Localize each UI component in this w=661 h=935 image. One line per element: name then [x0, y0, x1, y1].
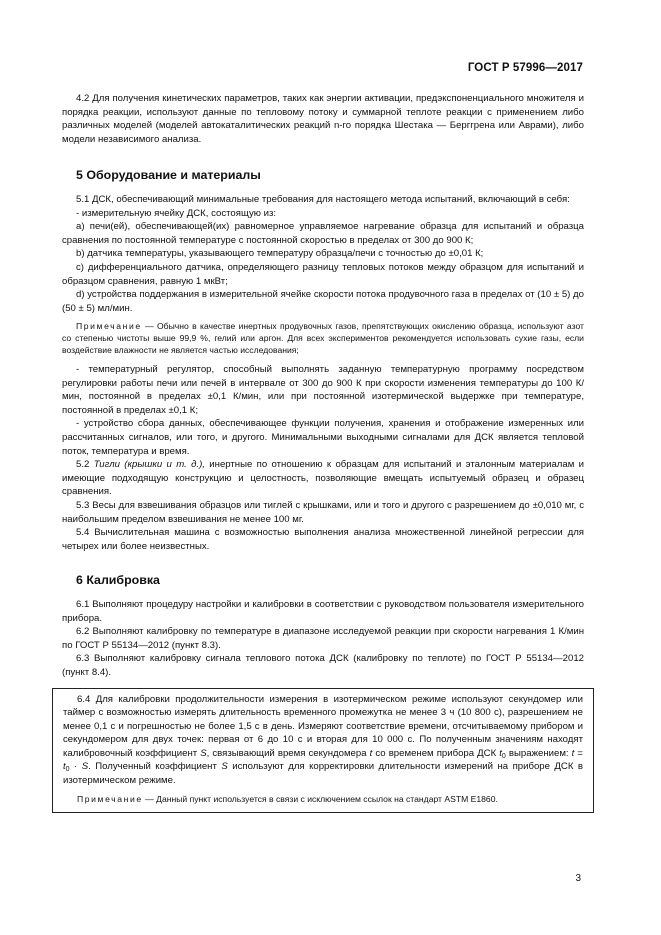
list-item-b: b) датчика температуры, указывающего температуру образца/печи с точностью до ±0,01 К; — [76, 248, 484, 260]
paragraph-text: . Полученный коэффициент — [88, 761, 217, 773]
paragraph-text: 6.4 Для калибровки продолжительности измерения в изотермическом режиме используют секундомер или таймер с возможностью измерять длительность временного промежутка не менее 3 ч (10 800 с), разрешением не менее 0,1 с и погрешностью не более 1,5 с в день. Измеряют соответствие времени, отсчитываемому прибором и секундомером для двух точек: первая от 6 до 10 с и вторая для 10 000 с. По полученным значениям находят калибровочный коэффициент — [63, 693, 583, 759]
variable-s: S — [200, 747, 207, 759]
formula-t0: t — [63, 761, 66, 773]
paragraph-6-3: 6.3 Выполняют калибровку сигнала теплового потока ДСК (калибровку по теплоте) по ГОСТ Р 55134—2012 (пункт 8.4). — [62, 653, 584, 678]
paragraph-text: используют для корректировки длительности измерений на приборе ДСК в изотермическом режиме. — [63, 761, 583, 787]
paragraph-text: выражением: — [508, 747, 569, 759]
paragraph-5-2 — [62, 458, 584, 499]
list-item-temperature-controller: - температурный регулятор, способный выполнять заданную температурную программу посредством регулировки работы печи или печей в интервале от 300 до 900 К при скорости изменения температуры до 100 К/мин, постоянной в пределах ±0,1 К/мин, или при постоянной изотермической выдержке при температуре, постоянной в пределах ±0,1 К; — [62, 364, 584, 416]
paragraph-5-1: 5.1 ДСК, обеспечивающий минимальные требования для настоящего метода испытаний, включающий в себя: — [76, 193, 570, 205]
note-purge-gases — [62, 321, 584, 357]
paragraph-text: , связывающий время секундомера — [206, 747, 367, 759]
variable-s: S — [221, 761, 228, 773]
section-6-title: 6 Калибровка — [76, 573, 160, 588]
subscript: 0 — [501, 752, 506, 760]
paragraph-6-2: 6.2 Выполняют калибровку по температуре в диапазоне исследуемой реакции при скорости нагревания 1 К/мин по ГОСТ Р 55134—2012 (пункт 8.3). — [62, 626, 584, 651]
note-label: Примечание — [77, 793, 143, 804]
paragraph-6-4 — [63, 693, 583, 788]
paragraph-text: со временем прибора ДСК — [375, 747, 497, 759]
list-item-measuring-cell: - измерительную ячейку ДСК, состоящую из: — [76, 207, 277, 219]
formula-dot: · — [74, 761, 78, 773]
paragraph-6-1: 6.1 Выполняют процедуру настройки и калибровки в соответствии с руководством пользователя измерительного прибора. — [62, 598, 584, 624]
formula-equals: = — [577, 747, 584, 759]
note-text: — Данный пункт используется в связи с исключением ссылок на стандарт ASTM E1860. — [145, 793, 498, 804]
paragraph-5-3: 5.3 Весы для взвешивания образцов или тиглей с крышками, или и того и другого с разрешением до ±0,010 мг, с наибольшим пределом взвешивания не менее 100 мг. — [62, 499, 584, 525]
note-astm — [63, 794, 583, 806]
formula-t: t — [571, 747, 575, 759]
page-number: 3 — [575, 873, 581, 884]
paragraph-5-4: 5.4 Вычислительная машина с возможностью выполнения анализа множественной линейной регрессии для четырех или более неизвестных. — [62, 527, 584, 552]
boxed-clause-6-4 — [52, 688, 594, 813]
formula-s: S — [81, 761, 89, 773]
list-item-c: c) дифференциального датчика, определяющего разницу тепловых потоков между образцом для испытаний и образцом сравнения, равную 1 мкВт; — [62, 261, 584, 287]
crucibles-term: Тигли (крышки и т. д.), — [93, 459, 205, 471]
standard-header: ГОСТ Р 57996—2017 — [467, 62, 583, 74]
note-text: — Обычно в качестве инертных продувочных газов, препятствующих окислению образца, используют азот со степенью чистоты выше 99,9 %, гелий или аргон. Для всех экспериментов рекомендуется использовать сухие газы, если воздействие влажности не является частью исследования; — [62, 321, 584, 356]
variable-t0: t — [499, 747, 502, 759]
note-label: Примечание — [76, 321, 142, 332]
subscript: 0 — [65, 766, 70, 774]
variable-t: t — [369, 747, 373, 759]
list-item-data-acquisition: - устройство сбора данных, обеспечивающее функции получения, хранения и отображение измеренных или рассчитанных сигналов, или того, и другого. Минимальными выходными сигналами для ДСК является тепловой поток, температура и время. — [62, 418, 584, 457]
list-item-d: d) устройства поддержания в измерительной ячейке скорости потока продувочного газа в пределах от (10 ± 5) до (50 ± 5) мл/мин. — [62, 289, 584, 314]
paragraph-text: инертные по отношению к образцам для испытаний и эталонным материалам и имеющие подходящую конструкцию и целостность, позволяющие вмещать испытуемый образец и образец сравнения. — [62, 459, 585, 498]
paragraph-number: 5.2 — [76, 459, 90, 471]
page-content — [62, 92, 584, 813]
paragraph-4-2: 4.2 Для получения кинетических параметров, таких как энергии активации, предэкспоненциального множителя и порядка реакции, используют данные по тепловому потоку и суммарной теплоте реакции с применением либо различных моделей (моделей автокаталитических реакций n-го порядка Шестака — Берггрена или Аврами), либо модели независимого анализа. — [62, 93, 584, 145]
section-5-title: 5 Оборудование и материалы — [76, 168, 261, 183]
list-item-a: а) печи(ей), обеспечивающей(их) равномерное управляемое нагревание образца для испытаний и образца сравнения по постоянной температуре с постоянной скоростью в пределах от 300 до 900 К; — [62, 221, 584, 246]
